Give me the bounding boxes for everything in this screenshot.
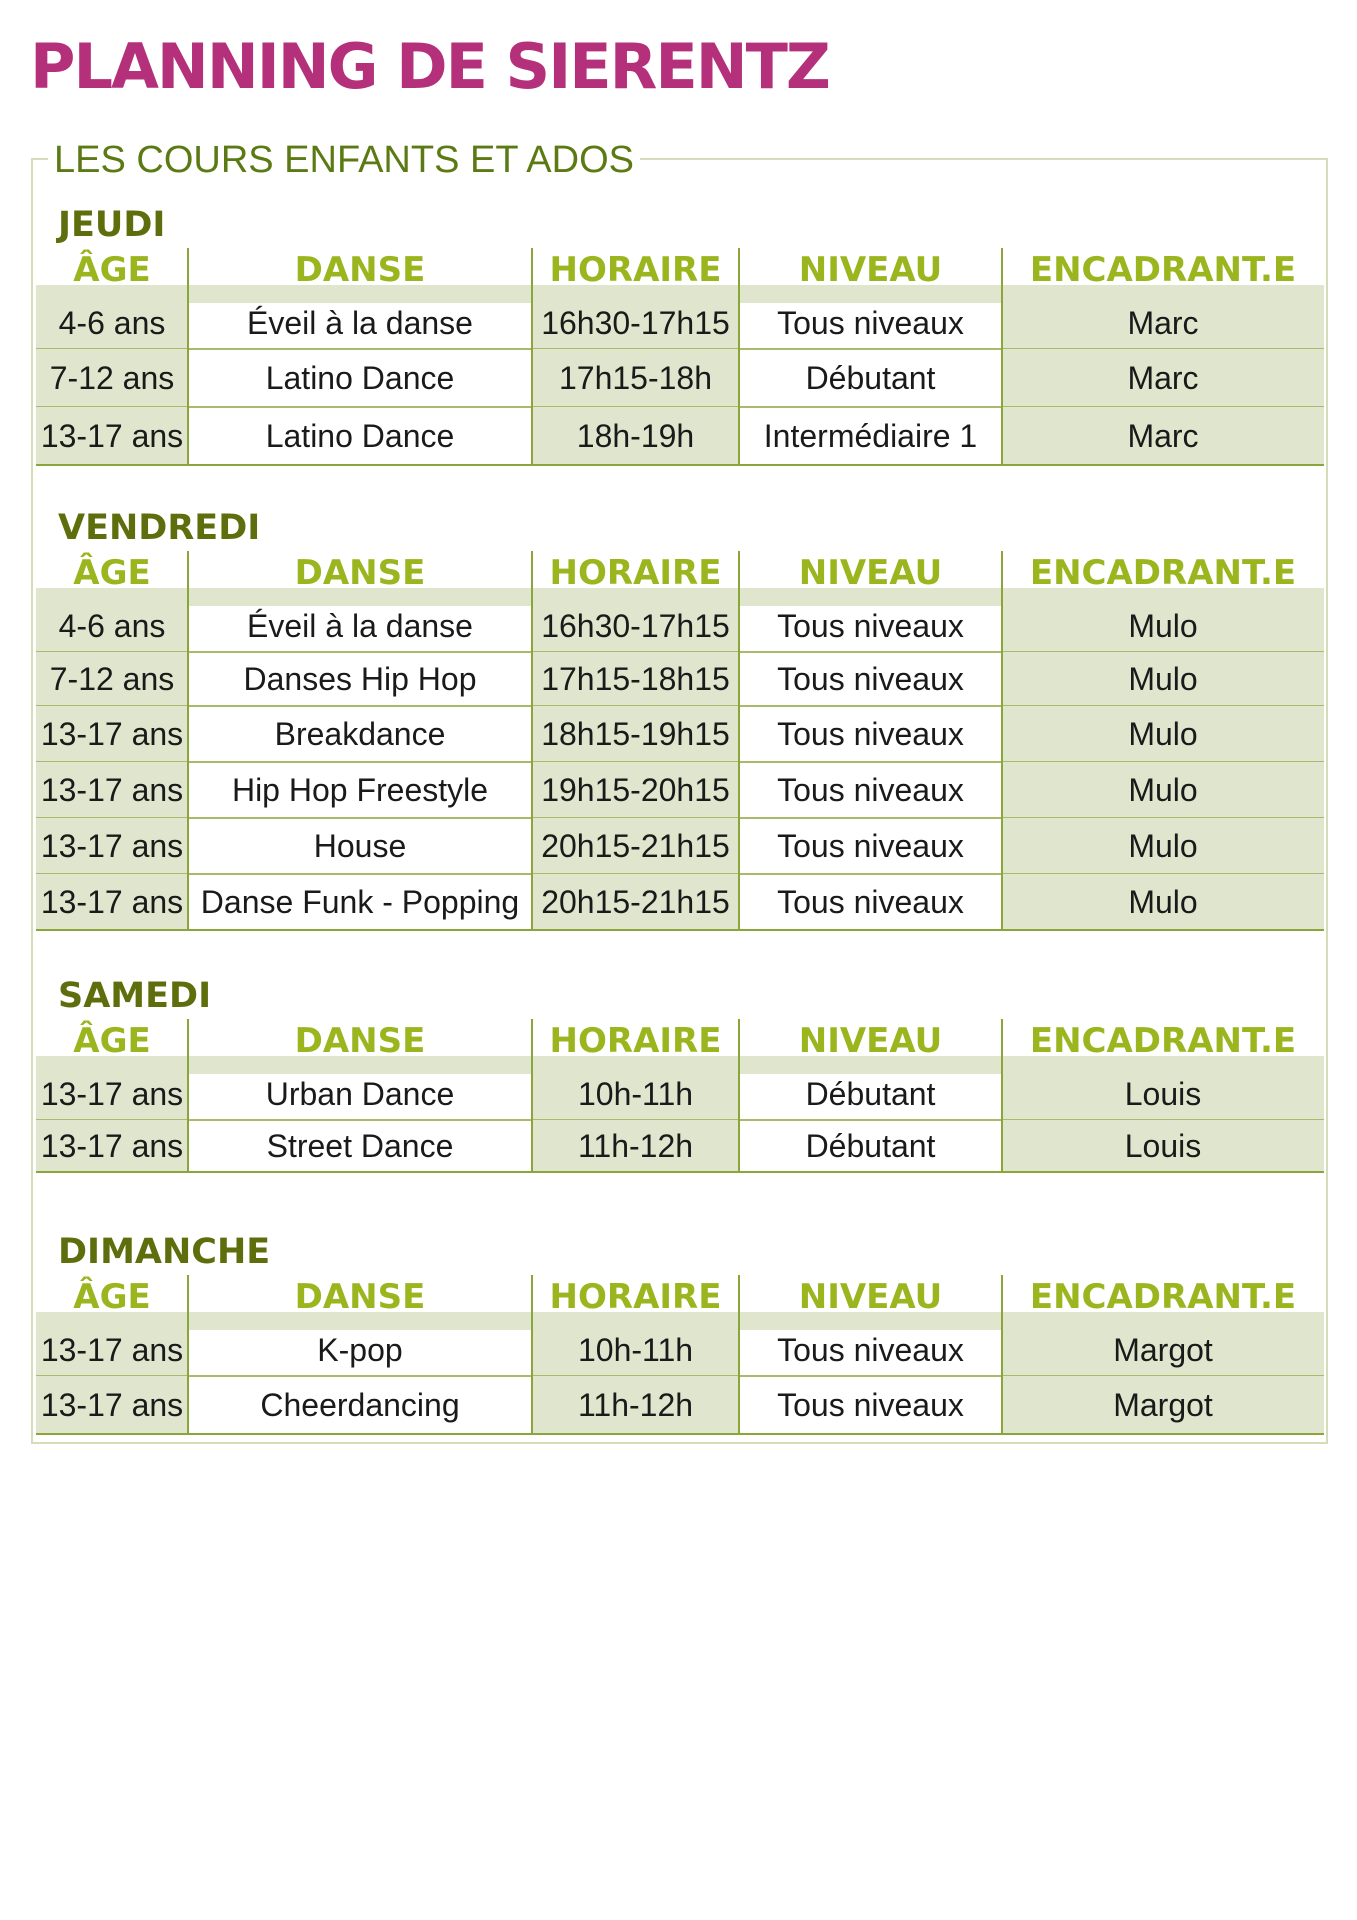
row-divider [36,1433,1324,1435]
cell-danse: Street Dance [266,1127,454,1164]
column-divider [187,248,189,465]
cell-encadrant: Margot [1002,1324,1324,1376]
cell-niveau: Tous niveaux [777,660,964,697]
column-divider [738,248,740,465]
day-title: VENDREDI [58,508,261,548]
cell-niveau: Tous niveaux [777,1331,964,1368]
cell-danse: Urban Dance [265,1075,455,1112]
column-header-age: ÂGE [73,553,151,593]
cell-danse: Latino Dance [265,359,455,396]
column-divider [1001,1275,1003,1434]
table-row [36,349,1324,407]
table-row [36,297,1324,349]
column-divider [738,1019,740,1172]
page-title: PLANNING DE SIERENTZ [30,30,829,103]
column-header-niveau: NIVEAU [798,1277,943,1317]
table-row [36,1068,1324,1120]
cell-danse: Éveil à la danse [247,607,473,644]
cell-age: 4-6 ans [36,297,188,349]
column-divider [531,248,533,465]
column-divider [1001,1019,1003,1172]
column-divider [1001,551,1003,930]
cell-encadrant: Marc [1002,297,1324,349]
table-row [36,1324,1324,1376]
column-header-encadrant: ENCADRANT.E [1029,1021,1297,1061]
column-divider [738,1275,740,1434]
cell-age: 7-12 ans [36,349,188,407]
cell-niveau: Tous niveaux [777,883,964,920]
day-title: DIMANCHE [58,1232,271,1272]
cell-horaire: 18h15-19h15 [532,706,739,762]
cell-encadrant: Mulo [1002,762,1324,818]
cell-age: 13-17 ans [36,762,188,818]
column-header-encadrant: ENCADRANT.E [1029,250,1297,290]
cell-age: 13-17 ans [36,1120,188,1172]
column-header-danse: DANSE [294,1277,426,1317]
cell-niveau: Tous niveaux [777,1386,964,1423]
cell-danse: Danse Funk - Popping [200,883,520,920]
cell-age: 13-17 ans [36,706,188,762]
row-divider [36,929,1324,931]
column-divider [187,1019,189,1172]
column-header-age: ÂGE [73,250,151,290]
cell-encadrant: Mulo [1002,874,1324,930]
column-header-encadrant: ENCADRANT.E [1029,1277,1297,1317]
table-row [36,762,1324,818]
cell-horaire: 18h-19h [532,407,739,465]
table-row [36,407,1324,465]
column-header-niveau: NIVEAU [798,1021,943,1061]
table-row [36,818,1324,874]
cell-encadrant: Mulo [1002,600,1324,652]
table-row [36,652,1324,706]
cell-encadrant: Mulo [1002,652,1324,706]
cell-danse: Éveil à la danse [247,304,473,341]
cell-horaire: 20h15-21h15 [532,818,739,874]
cell-age: 13-17 ans [36,407,188,465]
cell-age: 13-17 ans [36,1324,188,1376]
cell-danse: Danses Hip Hop [243,660,477,697]
column-header-age: ÂGE [73,1021,151,1061]
column-divider [187,1275,189,1434]
cell-encadrant: Marc [1002,407,1324,465]
row-divider [36,1171,1324,1173]
cell-horaire: 17h15-18h15 [532,652,739,706]
column-header-niveau: NIVEAU [798,553,943,593]
cell-encadrant: Mulo [1002,706,1324,762]
column-header-danse: DANSE [294,553,426,593]
cell-encadrant: Mulo [1002,818,1324,874]
column-divider [531,1019,533,1172]
cell-age: 4-6 ans [36,600,188,652]
cell-horaire: 11h-12h [532,1120,739,1172]
cell-horaire: 10h-11h [532,1068,739,1120]
cell-niveau: Débutant [805,1075,936,1112]
column-header-horaire: HORAIRE [549,1277,722,1317]
cell-age: 13-17 ans [36,1376,188,1434]
cell-horaire: 20h15-21h15 [532,874,739,930]
cell-encadrant: Margot [1002,1376,1324,1434]
column-header-age: ÂGE [73,1277,151,1317]
cell-age: 13-17 ans [36,874,188,930]
cell-niveau: Tous niveaux [777,607,964,644]
cell-niveau: Tous niveaux [777,827,964,864]
cell-niveau: Débutant [805,1127,936,1164]
cell-niveau: Intermédiaire 1 [763,417,978,454]
day-title: JEUDI [58,205,166,245]
table-row [36,1376,1324,1434]
cell-horaire: 16h30-17h15 [532,600,739,652]
cell-horaire: 11h-12h [532,1376,739,1434]
cell-danse: House [313,827,407,864]
cell-niveau: Tous niveaux [777,304,964,341]
column-header-horaire: HORAIRE [549,250,722,290]
column-header-encadrant: ENCADRANT.E [1029,553,1297,593]
column-header-horaire: HORAIRE [549,553,722,593]
cell-danse: Cheerdancing [260,1386,460,1423]
cell-danse: Latino Dance [265,417,455,454]
cell-danse: Breakdance [274,715,446,752]
column-divider [531,551,533,930]
cell-encadrant: Louis [1002,1120,1324,1172]
cell-niveau: Débutant [805,359,936,396]
cell-age: 13-17 ans [36,1068,188,1120]
table-row [36,1120,1324,1172]
cell-danse: Hip Hop Freestyle [231,771,489,808]
cell-horaire: 10h-11h [532,1324,739,1376]
table-row [36,874,1324,930]
cell-encadrant: Marc [1002,349,1324,407]
section-title: LES COURS ENFANTS ET ADOS [48,138,640,182]
cell-niveau: Tous niveaux [777,771,964,808]
table-row [36,600,1324,652]
cell-horaire: 19h15-20h15 [532,762,739,818]
cell-horaire: 17h15-18h [532,349,739,407]
column-header-niveau: NIVEAU [798,250,943,290]
column-divider [187,551,189,930]
cell-niveau: Tous niveaux [777,715,964,752]
column-header-danse: DANSE [294,250,426,290]
column-divider [1001,248,1003,465]
column-header-danse: DANSE [294,1021,426,1061]
column-divider [738,551,740,930]
cell-age: 7-12 ans [36,652,188,706]
table-row [36,706,1324,762]
row-divider [36,464,1324,466]
cell-danse: K-pop [317,1331,403,1368]
column-header-horaire: HORAIRE [549,1021,722,1061]
column-divider [531,1275,533,1434]
cell-encadrant: Louis [1002,1068,1324,1120]
cell-horaire: 16h30-17h15 [532,297,739,349]
cell-age: 13-17 ans [36,818,188,874]
day-title: SAMEDI [58,976,212,1016]
